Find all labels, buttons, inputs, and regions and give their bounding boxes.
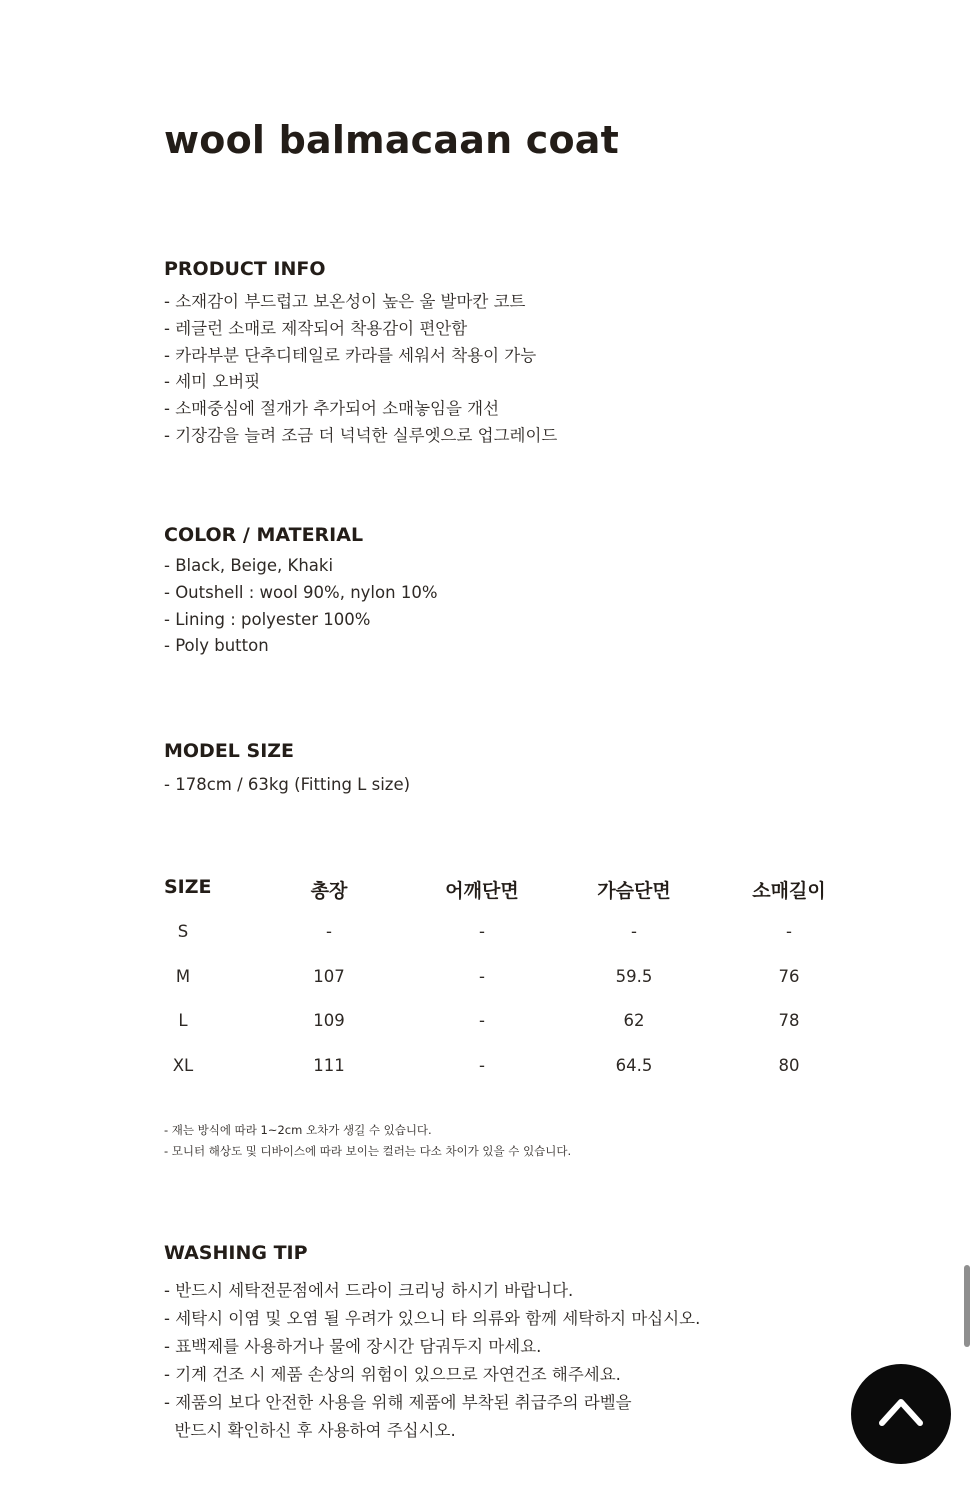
washing-tip-heading: WASHING TIP [164,1242,308,1264]
scroll-to-top-button[interactable] [851,1364,951,1464]
table-cell: - [479,1055,485,1075]
table-cell: - [631,922,637,941]
product-info-line: - 레글런 소매로 제작되어 착용감이 편안함 [164,318,468,338]
model-size-heading: MODEL SIZE [164,740,295,762]
table-cell: - [786,922,792,941]
color-material-line: - Lining : polyester 100% [164,609,371,629]
table-cell: S [177,922,189,941]
size-note: - 모니터 해상도 및 디바이스에 따라 보이는 컬러는 다소 차이가 있을 수 있습니다. [164,1144,572,1158]
table-cell: 59.5 [615,966,653,986]
table-row [164,1011,864,1056]
size-header-chest: 가슴단면 [597,880,671,902]
table-cell: - [479,1011,485,1030]
table-cell: 80 [778,1055,800,1075]
table-cell: - [479,922,485,941]
table-cell: 107 [313,966,345,986]
product-info-list [164,289,557,450]
product-info-heading: PRODUCT INFO [164,258,326,280]
table-cell: 76 [778,966,800,986]
washing-tip-line: - 기계 건조 시 제품 손상의 위험이 있으므로 자연건조 해주세요. [164,1365,621,1384]
color-material-list [164,553,438,660]
size-table [164,876,864,1100]
scrollbar-thumb[interactable] [964,1265,970,1347]
color-material-line: - Poly button [164,636,269,656]
product-info-line: - 세미 오버핏 [164,372,261,392]
table-row [164,1056,864,1101]
size-note: - 재는 방식에 따라 1~2cm 오차가 생길 수 있습니다. [164,1123,432,1137]
size-header-sleeve: 소매길이 [752,880,826,902]
color-material-line: - Black, Beige, Khaki [164,556,334,575]
washing-tip-list [164,1277,700,1445]
washing-tip-line: - 제품의 보다 안전한 사용을 위해 제품에 부착된 취급주의 라벨을 [164,1393,632,1412]
table-cell: - [326,922,332,941]
size-notes [164,1120,571,1162]
chevron-up-icon [851,1364,951,1464]
table-row [164,922,864,967]
product-title: wool balmacaan coat [164,118,620,162]
washing-tip-line: - 세탁시 이염 및 오염 될 우려가 있으니 타 의류와 함께 세탁하지 마십시오. [164,1309,701,1328]
product-info-line: - 소재감이 부드럽고 보온성이 높은 울 발마칸 코트 [164,292,526,311]
size-table-header [164,876,864,920]
washing-tip-line: - 표백제를 사용하거나 물에 장시간 담궈두지 마세요. [164,1337,542,1356]
table-cell: 109 [313,1011,345,1030]
model-size-line: - 178cm / 63kg (Fitting L size) [164,775,411,794]
washing-tip-line: 반드시 확인하신 후 사용하여 주십시오. [164,1421,456,1440]
washing-tip-line: - 반드시 세탁전문점에서 드라이 크리닝 하시기 바랍니다. [164,1281,574,1300]
size-header-size: SIZE [164,876,212,898]
table-cell: XL [172,1055,194,1075]
table-cell: M [175,966,191,986]
table-cell: 78 [778,1011,800,1030]
color-material-line: - Outshell : wool 90%, nylon 10% [164,582,438,602]
product-info-line: - 기장감을 늘려 조금 더 넉넉한 실루엣으로 업그레이드 [164,425,558,445]
model-size-list [164,772,410,799]
table-cell: - [479,966,485,986]
table-cell: L [178,1011,188,1030]
product-info-line: - 카라부분 단추디테일로 카라를 세워서 착용이 가능 [164,345,537,365]
table-row [164,967,864,1012]
table-cell: 62 [623,1011,645,1030]
size-header-shoulder: 어깨단면 [445,880,519,902]
color-material-heading: COLOR / MATERIAL [164,524,364,546]
table-cell: 111 [313,1055,345,1075]
product-info-line: - 소매중심에 절개가 추가되어 소매놓임을 개선 [164,399,500,419]
size-header-length: 총장 [310,880,348,902]
table-cell: 64.5 [615,1055,653,1075]
